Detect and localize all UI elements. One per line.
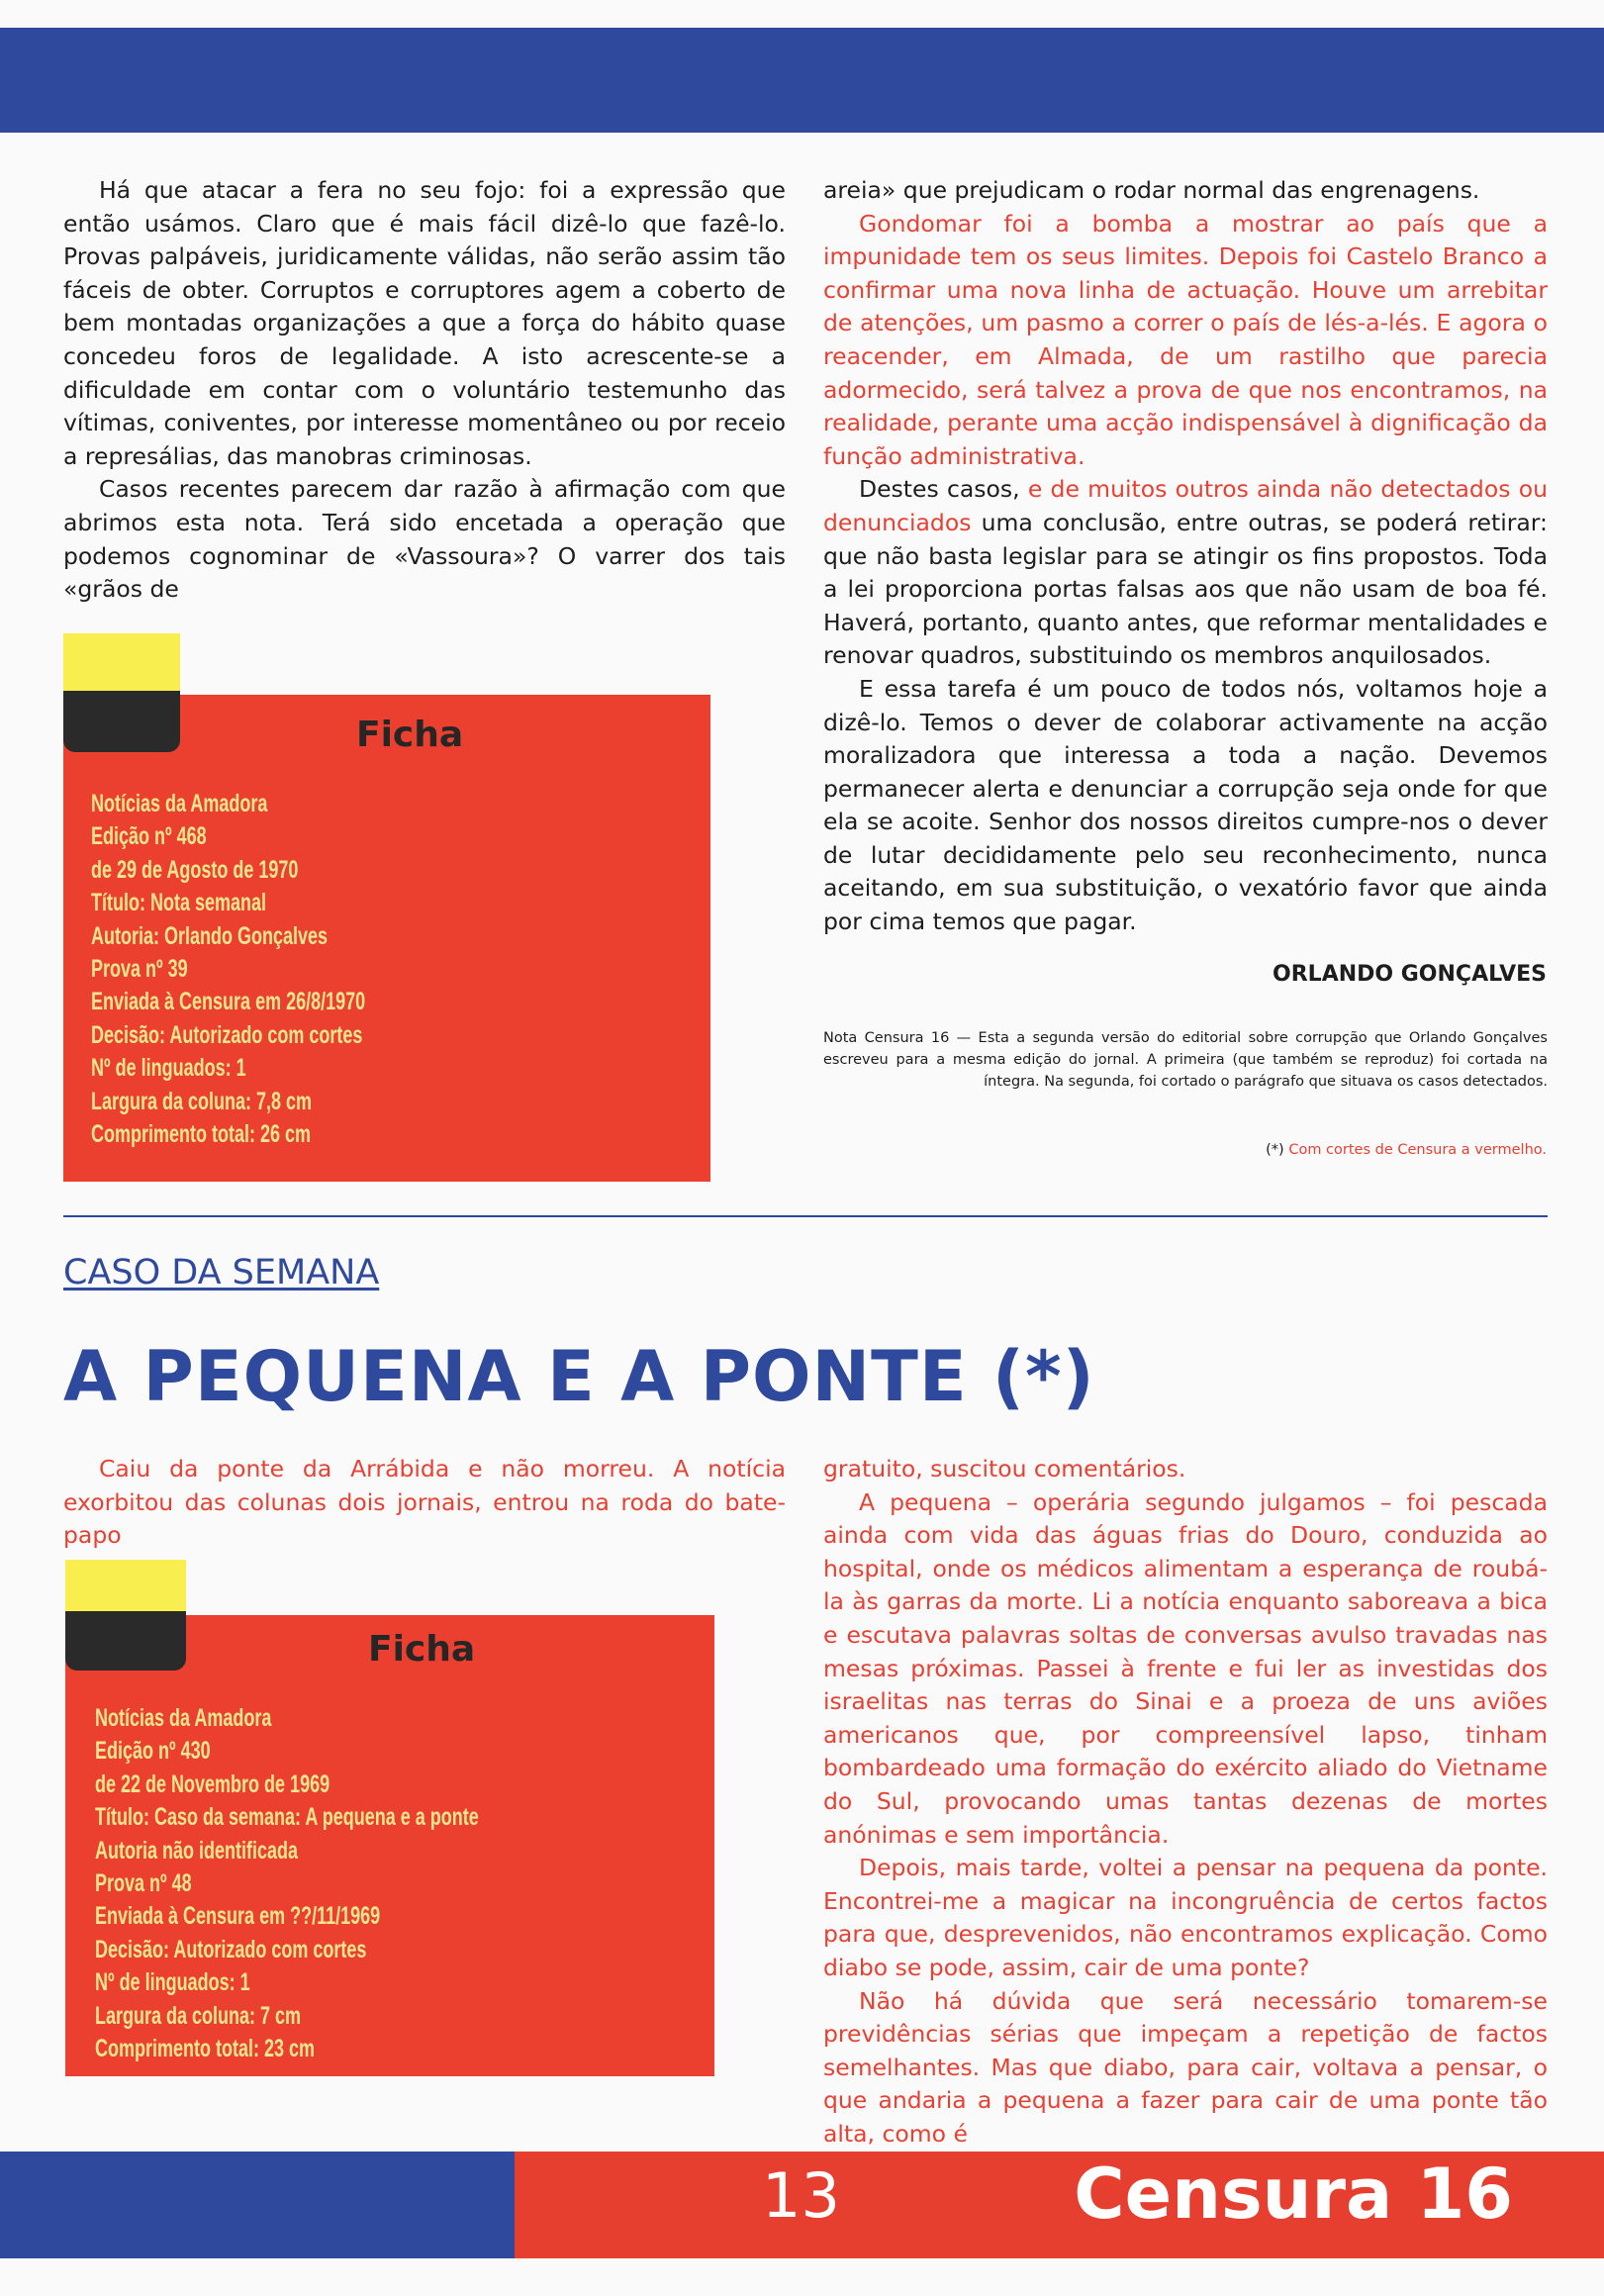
paragraph: Há que atacar a fera no seu fojo: foi a expressão que então usámos. Claro que é mais fácil dizê-lo que fazê-lo. Provas palpáveis, juridicamente válidas, não serão assim tão fáceis de obter. Corruptos e corruptores agem a coberto de bem montadas organizações a que a força do hábito quase concedeu foros de legalidade. A isto acrescente-se a dificuldade em contar com o voluntário testemunho das vítimas, coniventes, por interesse momentâneo ou por receio a represálias, das manobras criminosas. [63,176,786,470]
section-label: CASO DA SEMANA [63,1253,380,1292]
ficha-line: Título: Nota semanal [91,889,267,917]
ficha-line: Edição nº 430 [95,1737,211,1766]
ficha-line: Decisão: Autorizado com cortes [91,1020,363,1049]
paragraph: Casos recentes parecem dar razão à afirmação com que abrimos esta nota. Terá sido encetada a operação que podemos cognominar de «Vassoura»? O varrer dos tais «grãos de [63,475,786,604]
ficha-yellow-tab [63,633,180,691]
censored-paragraph: Caiu da ponte da Arrábida e não morreu. A notícia exorbitou das colunas dois jornais, entrou na roda do bate-papo [63,1455,786,1550]
ficha-line: Autoria não identificada [95,1836,299,1865]
upper-column-right [823,174,1548,939]
censored-paragraph: Depois, mais tarde, voltei a pensar na pequena da ponte. Encontrei-me a magicar na incongruência de certos factos para que, desprevenidos, não encontramos explicação. Como diabo se pode, assim, cair de uma ponte? [823,1854,1548,1981]
ficha-line: Autoria: Orlando Gonçalves [91,921,329,950]
ficha-title: Ficha [368,1629,476,1670]
lower-column-left [63,1453,786,1553]
legend-text: Com cortes de Censura a vermelho. [1288,1142,1547,1158]
ficha-line: Enviada à Censura em ??/11/1969 [95,1902,381,1931]
upper-column-left [63,174,786,607]
ficha-line: Nº de linguados: 1 [91,1054,246,1083]
censored-paragraph: Gondomar foi a bomba a mostrar ao país que a impunidade tem os seus limites. Depois foi Castelo Branco a confirmar uma nova linha de actuação. Houve um arrebitar de atenções, um pasmo a correr o país de lés-a-lés. E agora o reacender, em Almada, de um rastilho que parecia adormecido, será talvez a prova de que nos encontramos, na realidade, perante uma acção indispensável à dignificação da função administrativa. [823,209,1548,470]
ficha-line: Prova nº 39 [91,955,188,984]
ficha-line: Largura da coluna: 7,8 cm [91,1087,313,1115]
ficha-title: Ficha [356,715,464,755]
ficha-line: Largura da coluna: 7 cm [95,2001,302,2030]
paragraph [823,473,1548,673]
censored-paragraph: A pequena – operária segundo julgamos – foi pescada ainda com vida das águas frias do Douro, conduzida ao hospital, onde os médicos alimentam a esperança de roubá-la às garras da morte. Li a notícia enquanto saboreava a bica e escutava palavras soltas de conversas avulso travadas nas mesas próximas. Passei à frente e fui ler as investidas dos israelitas nas terras do Sinai e a proeza de uns aviões americanos que, por compreensível lapso, tinham bombardeado uma formação do exército aliado do Vietname do Sul, provocando umas tantas dezenas de mortes anónimas e sem importância. [823,1487,1548,1849]
footer-band-blue [0,2152,515,2258]
text-run: uma conclusão, entre outras, se poderá retirar: que não basta legislar para se atingir os fins propostos. Toda a lei proporciona portas falsas aos que não usam de boa fé. Haverá, portanto, quanto antes, que reformar mentalidades e renovar quadros, substituindo os membros anquilosados. [823,508,1548,670]
article-headline: A PEQUENA E A PONTE (*) [63,1336,1095,1417]
author-signature: ORLANDO GONÇALVES [1273,962,1547,987]
ficha-line: Decisão: Autorizado com cortes [95,1935,367,1963]
ficha-line: Notícias da Amadora [91,790,268,817]
ficha-yellow-tab [65,1560,186,1617]
ficha-line: Enviada à Censura em 26/8/1970 [91,988,366,1016]
censored-text: e de muitos outros ainda não detectados ou denunciados [823,475,1548,536]
censorship-legend [1266,1142,1547,1158]
ficha-line: Título: Caso da semana: A pequena e a ponte [95,1803,479,1832]
ficha-line: de 29 de Agosto de 1970 [91,855,299,884]
editorial-note: Nota Censura 16 — Esta a segunda versão do editorial sobre corrupção que Orlando Gonçalves escreveu para a mesma edição do jornal. A primeira (que também se reproduz) foi cortada na íntegra. Na segunda, foi cortado o parágrafo que situava os casos detectados. [823,1030,1548,1090]
censored-paragraph: Não há dúvida que será necessário tomarem-se previdências sérias que impeçam a repetição de factos semelhantes. Mas que diabo, para cair, voltava a pensar, o que andaria a pequena a fazer para cair de uma ponte tão alta, como é [823,1986,1548,2148]
ficha-line: de 22 de Novembro de 1969 [95,1770,330,1798]
ficha-line: Comprimento total: 26 cm [91,1120,312,1149]
section-divider [63,1215,1548,1217]
lower-column-right [823,1453,1548,2151]
ficha-details [91,788,365,1151]
ficha-line: Prova nº 48 [95,1869,192,1898]
page-number: 13 [762,2159,840,2232]
paragraph: areia» que prejudicam o rodar normal das engrenagens. [823,176,1480,204]
ficha-line: Nº de linguados: 1 [95,1968,250,1997]
ficha-dark-tab [65,1611,186,1671]
legend-marker: (*) [1266,1142,1284,1158]
ficha-dark-tab-overlay [63,691,180,752]
ficha-line: Comprimento total: 23 cm [95,2035,316,2063]
paragraph: E essa tarefa é um pouco de todos nós, voltamos hoje a dizê-lo. Temos o dever de colaborar activamente na acção moralizadora que interessa a toda a nação. Devemos permanecer alerta e denunciar a corrupção seja onde for que ela se acoite. Senhor dos nossos direitos cumpre-nos o dever de lutar decididamente pelo seu reconhecimento, nunca aceitando, em sua substituição, o vexatório favor que ainda por cima temos que pagar. [823,674,1548,936]
ficha-line: Edição nº 468 [91,822,207,851]
top-color-band [0,28,1604,133]
censored-paragraph: gratuito, suscitou comentários. [823,1455,1186,1483]
ficha-line: Notícias da Amadora [95,1704,272,1732]
text-run: Destes casos, [859,475,1020,504]
magazine-title: Censura 16 [1074,2153,1513,2235]
ficha-details [95,1702,479,2065]
